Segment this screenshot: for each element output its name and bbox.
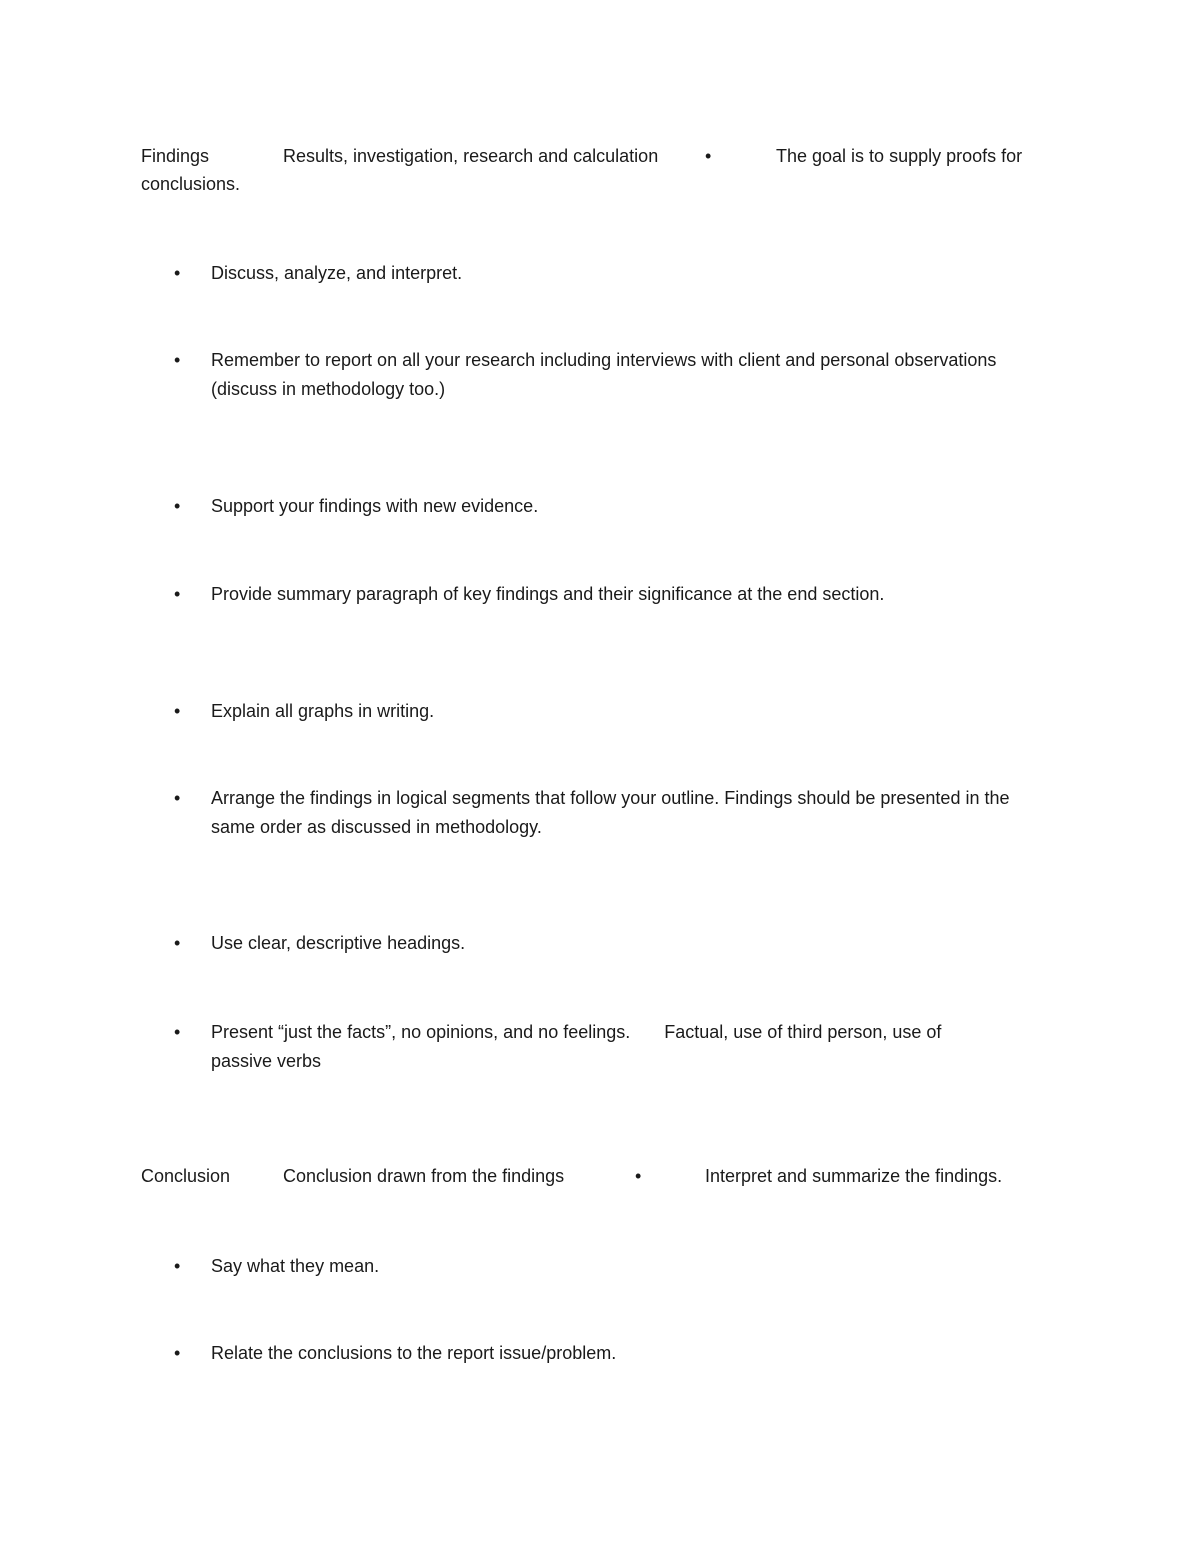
list-item bbox=[174, 784, 1054, 842]
bullet-icon: • bbox=[174, 1343, 181, 1363]
list-item bbox=[174, 1339, 1054, 1368]
bullet-icon: • bbox=[174, 350, 181, 370]
list-item-text bbox=[211, 1018, 1054, 1076]
conclusion-bullet: • bbox=[635, 1166, 642, 1186]
list-item bbox=[174, 580, 1054, 609]
bullet-icon: • bbox=[174, 584, 181, 604]
conclusion-term: Conclusion bbox=[141, 1166, 231, 1186]
list-item bbox=[174, 259, 1054, 288]
findings-first-point-continuation: conclusions. bbox=[141, 174, 241, 194]
list-item-text-part: Present “just the facts”, no opinions, and no feelings. bbox=[211, 1022, 631, 1042]
list-item bbox=[174, 697, 1054, 726]
list-item bbox=[174, 346, 1054, 404]
findings-definition: Results, investigation, research and calculation bbox=[283, 146, 659, 166]
bullet-icon: • bbox=[174, 701, 181, 721]
bullet-icon: • bbox=[174, 933, 181, 953]
list-item bbox=[174, 1018, 1054, 1076]
list-item-text: Use clear, descriptive headings. bbox=[211, 933, 466, 953]
list-item-text-part: passive verbs bbox=[211, 1051, 322, 1071]
findings-bullet: • bbox=[705, 146, 712, 166]
list-item-text: Support your findings with new evidence. bbox=[211, 496, 539, 516]
findings-first-point: The goal is to supply proofs for bbox=[776, 146, 1023, 166]
list-item-text: Say what they mean. bbox=[211, 1256, 380, 1276]
list-item-text: Remember to report on all your research including interviews with client and personal observations (discuss in methodology too.) bbox=[211, 350, 997, 399]
conclusion-definition: Conclusion drawn from the findings bbox=[283, 1166, 565, 1186]
list-item-text: Explain all graphs in writing. bbox=[211, 701, 435, 721]
list-item-text: Relate the conclusions to the report issue/problem. bbox=[211, 1343, 617, 1363]
list-item bbox=[174, 929, 1054, 958]
bullet-icon: • bbox=[174, 1022, 181, 1042]
list-item-text-part: Factual, use of third person, use of bbox=[664, 1022, 942, 1042]
bullet-icon: • bbox=[174, 263, 181, 283]
bullet-icon: • bbox=[174, 1256, 181, 1276]
list-item bbox=[174, 492, 1054, 521]
bullet-icon: • bbox=[174, 788, 181, 808]
findings-term: Findings bbox=[141, 146, 210, 166]
list-item bbox=[174, 1252, 1054, 1281]
list-item-text: Discuss, analyze, and interpret. bbox=[211, 263, 463, 283]
bullet-icon: • bbox=[174, 496, 181, 516]
list-item-text: Provide summary paragraph of key findings and their significance at the end section. bbox=[211, 584, 885, 604]
conclusion-first-point: Interpret and summarize the findings. bbox=[705, 1166, 1003, 1186]
list-item-text: Arrange the findings in logical segments that follow your outline. Findings should be presented in the same order as discussed in methodology. bbox=[211, 788, 1010, 837]
